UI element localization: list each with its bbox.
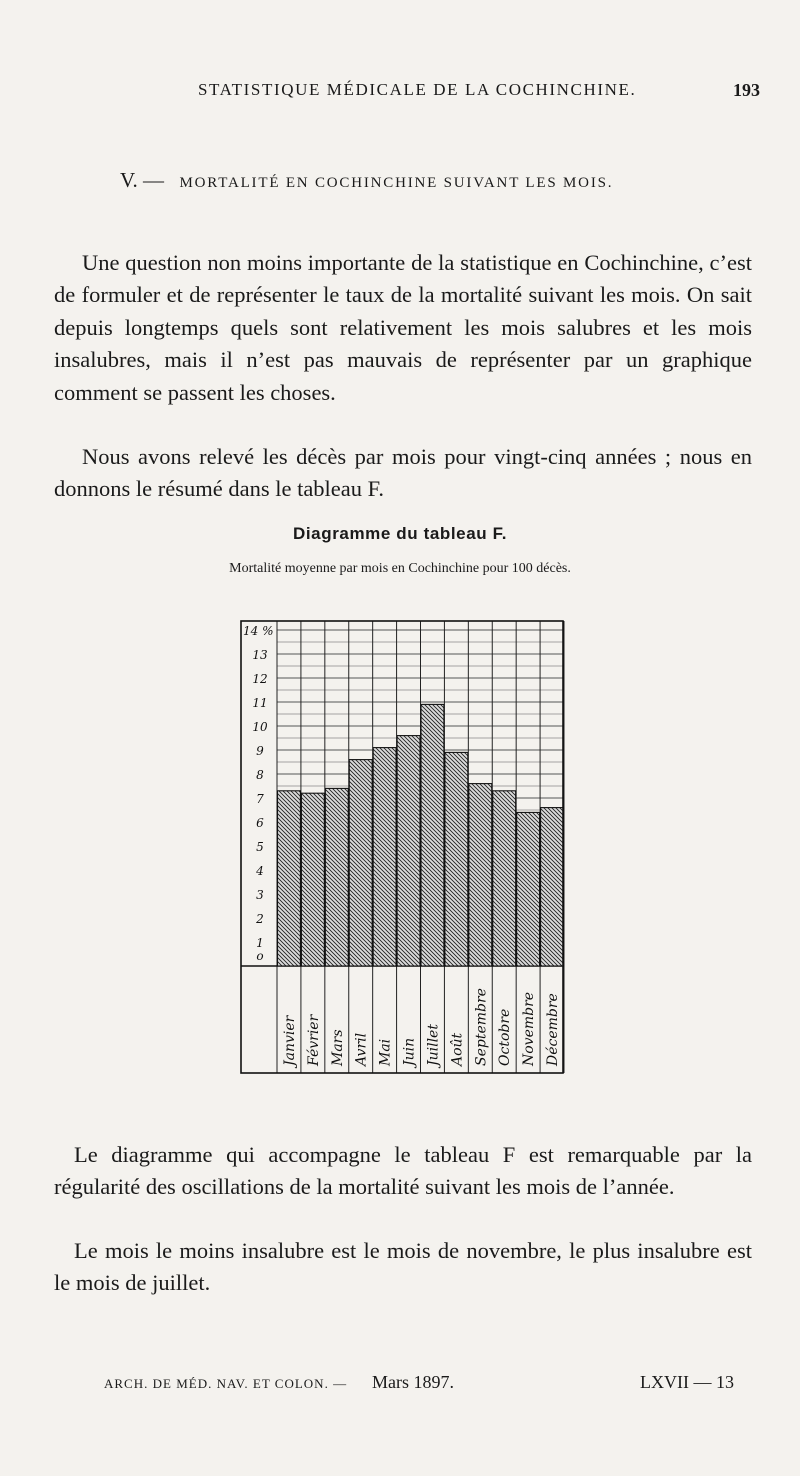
x-label-août: Août [449,1032,466,1066]
footer-journal: ARCH. DE MÉD. NAV. ET COLON. — [104,1376,348,1391]
bar-juin [397,736,420,966]
x-label-décembre: Décembre [545,993,562,1066]
y-tick-label: 11 [252,696,268,710]
paragraph-data-source: Nous avons relevé les décès par mois pour vingt-cinq années ; nous en donnons le résumé dans le tableau F. [54,443,752,501]
footer-volume: LXVII — 13 [640,1372,734,1392]
page-number: 193 [733,80,760,100]
bar-février [301,793,324,966]
y-tick-label: 3 [256,888,264,902]
y-tick-label: 10 [252,720,268,734]
diagram-subtitle: Mortalité moyenne par mois en Cochinchine pour 100 décès. [229,561,571,576]
diagram-title: Diagramme du tableau F. [292,524,508,543]
x-label-mai: Mai [377,1038,394,1066]
x-label-juillet: Juillet [425,1024,442,1066]
y-tick-label: 8 [256,768,264,782]
y-tick-label: 14 % [243,624,274,638]
mortality-bar-chart [240,620,566,1076]
x-label-juin: Juin [401,1037,418,1066]
paragraph-intro: Une question non moins importante de la statistique en Cochinchine, c’est de formuler et de représenter le taux de la mortalité suivant les mois. On sait depuis longtemps quels sont relativement les mois salubres et les mois insalubres, mais il n’est pas mauvais de représenter par un graphique comment se passent les choses. [54,249,752,405]
x-label-novembre: Novembre [521,991,538,1066]
bar-janvier [278,791,301,966]
running-head [0,80,800,104]
y-tick-label: o [256,949,264,963]
bar-décembre [541,808,564,966]
footer-date: Mars 1897. [372,1372,454,1392]
y-tick-label: 7 [256,792,264,806]
y-tick-label: 6 [256,816,264,830]
y-tick-label: 1 [256,936,264,950]
bar-mars [325,788,348,966]
x-label-janvier: Janvier [281,1015,298,1066]
y-tick-label: 13 [252,648,268,662]
y-tick-label: 5 [256,840,264,854]
bar-octobre [493,791,516,966]
y-tick-label: 9 [256,744,264,758]
paragraph-conclusion: Le mois le moins insalubre est le mois de novembre, le plus insalubre est le mois de juillet. [54,1237,752,1295]
bar-août [445,752,468,966]
paragraph-observation: Le diagramme qui accompagne le tableau F est remarquable par la régularité des oscillations de la mortalité suivant les mois de l’année. [54,1141,752,1199]
bar-mai [373,748,396,966]
x-label-mars: Mars [329,1029,346,1066]
section-heading [120,168,613,193]
y-tick-label: 12 [252,672,268,686]
running-title: STATISTIQUE MÉDICALE DE LA COCHINCHINE. [198,80,637,99]
y-tick-label: 4 [256,864,264,878]
section-title: MORTALITÉ EN COCHINCHINE SUIVANT LES MOIS. [179,175,614,191]
x-label-février: Février [305,1014,322,1066]
section-number: V. — [120,168,164,192]
y-tick-label: 2 [256,912,264,926]
x-label-avril: Avril [353,1032,370,1066]
bar-septembre [469,784,492,966]
x-label-octobre: Octobre [497,1008,514,1066]
bar-novembre [517,812,540,966]
footer [0,1372,800,1400]
bar-avril [349,760,372,966]
x-label-septembre: Septembre [473,988,490,1066]
bar-juillet [421,704,444,966]
